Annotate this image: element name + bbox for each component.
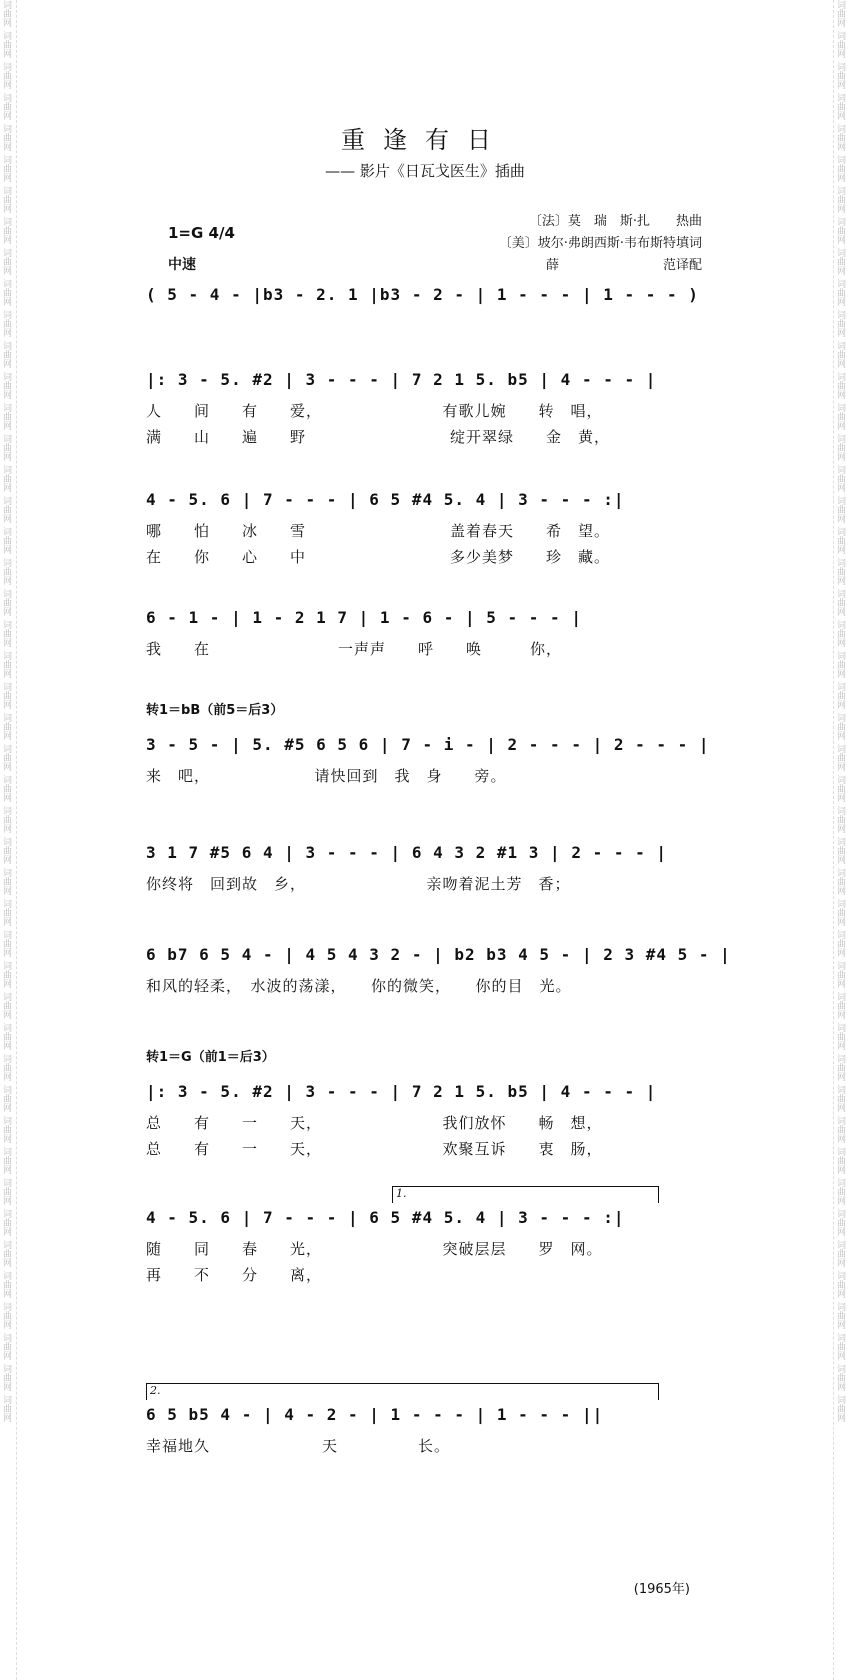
watermark-text: 词曲网	[1, 899, 11, 926]
watermark-text: 词曲网	[1, 1271, 11, 1298]
watermark-text: 词曲网	[835, 961, 845, 988]
numbered-notation: 6 b7 6 5 4 - | 4 5 4 3 2 - | b2 b3 4 5 - | 2 3 #4 5 - |	[146, 945, 731, 964]
lyric-line: 来 吧， 请快回到 我 身 旁。	[146, 767, 507, 785]
song-subtitle: —— 影片《日瓦戈医生》插曲	[325, 162, 525, 180]
watermark-text: 词曲网	[1, 713, 11, 740]
watermark-text: 词曲网	[835, 682, 845, 709]
watermark-text: 词曲网	[835, 1240, 845, 1267]
watermark-text: 词曲网	[1, 1147, 11, 1174]
watermark-text: 词曲网	[835, 620, 845, 647]
watermark-text: 词曲网	[1, 279, 11, 306]
watermark-text: 词曲网	[1, 1333, 11, 1360]
lyric-line: 在 你 心 中 多少美梦 珍 藏。	[146, 548, 611, 566]
watermark-text: 词曲网	[1, 93, 11, 120]
watermark-text: 词曲网	[1, 372, 11, 399]
lyric-line: 总 有 一 天， 欢聚互诉 衷 肠，	[146, 1140, 603, 1158]
watermark-text: 词曲网	[835, 403, 845, 430]
numbered-notation: |: 3 - 5. #2 | 3 - - - | 7 2 1 5. b5 | 4 - - - |	[146, 1082, 657, 1101]
watermark-text: 词曲网	[835, 310, 845, 337]
numbered-notation: 3 - 5 - | 5. #5 6 5 6 | 7 - i - | 2 - - - | 2 - - - |	[146, 735, 710, 754]
watermark-text: 词曲网	[1, 248, 11, 275]
watermark-text: 词曲网	[1, 1240, 11, 1267]
lyric-line: 再 不 分 离，	[146, 1266, 323, 1284]
watermark-text: 词曲网	[835, 1054, 845, 1081]
watermark-text: 词曲网	[1, 961, 11, 988]
watermark-text: 词曲网	[1, 1395, 11, 1422]
lyric-line: 你终将 回到故 乡， 亲吻着泥土芳 香；	[146, 875, 571, 893]
watermark-text: 词曲网	[1, 1054, 11, 1081]
watermark-text: 词曲网	[835, 558, 845, 585]
watermark-text: 词曲网	[1, 837, 11, 864]
watermark-text: 词曲网	[835, 465, 845, 492]
watermark-text: 词曲网	[1, 620, 11, 647]
watermark-text: 词曲网	[1, 1085, 11, 1112]
watermark-text: 词曲网	[1, 651, 11, 678]
watermark-text: 词曲网	[835, 434, 845, 461]
watermark-text: 词曲网	[1, 775, 11, 802]
right-watermark-strip	[833, 0, 850, 1680]
watermark-text: 词曲网	[835, 651, 845, 678]
lyric-line: 满 山 遍 野 绽开翠绿 金 黄，	[146, 428, 611, 446]
watermark-text: 词曲网	[1, 1116, 11, 1143]
watermark-text: 词曲网	[1, 527, 11, 554]
watermark-text: 词曲网	[1, 434, 11, 461]
watermark-text: 词曲网	[1, 124, 11, 151]
watermark-text: 词曲网	[1, 0, 11, 27]
watermark-text: 词曲网	[835, 496, 845, 523]
watermark-text: 词曲网	[835, 0, 845, 27]
watermark-text: 词曲网	[1, 930, 11, 957]
watermark-text: 词曲网	[835, 527, 845, 554]
watermark-text: 词曲网	[1, 155, 11, 182]
watermark-text: 词曲网	[835, 93, 845, 120]
watermark-text: 词曲网	[835, 248, 845, 275]
watermark-text: 词曲网	[835, 124, 845, 151]
watermark-text: 词曲网	[835, 341, 845, 368]
numbered-notation: 3 1 7 #5 6 4 | 3 - - - | 6 4 3 2 #1 3 | 2 - - - |	[146, 843, 668, 862]
modulation-marking: 转1＝G（前1＝后3）	[146, 1050, 275, 1065]
watermark-text: 词曲网	[835, 1302, 845, 1329]
lyric-line: 幸福地久 天 长。	[146, 1437, 451, 1455]
year: (1965年)	[633, 1582, 690, 1597]
watermark-text: 词曲网	[835, 155, 845, 182]
watermark-text: 词曲网	[1, 589, 11, 616]
watermark-text: 词曲网	[835, 775, 845, 802]
lyricist-credit: 〔美〕坡尔·弗朗西斯·韦布斯特填词	[498, 236, 702, 251]
watermark-text: 词曲网	[835, 1395, 845, 1422]
watermark-text: 词曲网	[835, 372, 845, 399]
watermark-text: 词曲网	[835, 806, 845, 833]
watermark-text: 词曲网	[1, 1364, 11, 1391]
watermark-text: 词曲网	[835, 217, 845, 244]
watermark-text: 词曲网	[835, 1178, 845, 1205]
watermark-text: 词曲网	[835, 868, 845, 895]
watermark-text: 词曲网	[1, 558, 11, 585]
watermark-text: 词曲网	[1, 310, 11, 337]
numbered-notation: |: 3 - 5. #2 | 3 - - - | 7 2 1 5. b5 | 4 - - - |	[146, 370, 657, 389]
watermark-text: 词曲网	[835, 1333, 845, 1360]
watermark-text: 词曲网	[1, 1023, 11, 1050]
watermark-text: 词曲网	[835, 589, 845, 616]
watermark-text: 词曲网	[1, 62, 11, 89]
lyric-line: 哪 怕 冰 雪 盖着春天 希 望。	[146, 522, 611, 540]
watermark-text: 词曲网	[835, 31, 845, 58]
watermark-text: 词曲网	[835, 62, 845, 89]
lyric-line: 人 间 有 爱， 有歌儿婉 转 唱，	[146, 402, 603, 420]
numbered-notation: 4 - 5. 6 | 7 - - - | 6 5 #4 5. 4 | 3 - - - :|	[146, 490, 625, 509]
numbered-notation: 6 5 b5 4 - | 4 - 2 - | 1 - - - | 1 - - - ||	[146, 1405, 604, 1424]
watermark-text: 词曲网	[835, 1271, 845, 1298]
watermark-text: 词曲网	[835, 992, 845, 1019]
watermark-text: 词曲网	[1, 868, 11, 895]
numbered-notation: 6 - 1 - | 1 - 2 1 7 | 1 - 6 - | 5 - - - |	[146, 608, 582, 627]
volta-bracket: 2.	[146, 1383, 659, 1400]
watermark-text: 词曲网	[835, 930, 845, 957]
translator-credit: 薛 范译配	[545, 258, 702, 273]
lyric-line: 随 同 春 光， 突破层层 罗 网。	[146, 1240, 603, 1258]
lyric-line: 和风的轻柔， 水波的荡漾， 你的微笑， 你的目 光。	[146, 977, 572, 995]
watermark-text: 词曲网	[1, 496, 11, 523]
tempo-marking: 中速	[168, 257, 196, 273]
watermark-text: 词曲网	[835, 1364, 845, 1391]
composer-credit: 〔法〕莫 瑞 斯·扎 热曲	[528, 214, 702, 229]
key-signature: 1=G 4/4	[168, 224, 235, 242]
watermark-text: 词曲网	[1, 31, 11, 58]
watermark-text: 词曲网	[835, 1147, 845, 1174]
watermark-text: 词曲网	[835, 1209, 845, 1236]
watermark-text: 词曲网	[835, 899, 845, 926]
numbered-notation: 4 - 5. 6 | 7 - - - | 6 5 #4 5. 4 | 3 - - - :|	[146, 1208, 625, 1227]
numbered-notation: ( 5 - 4 - |b3 - 2. 1 |b3 - 2 - | 1 - - - | 1 - - - )	[146, 285, 699, 304]
watermark-text: 词曲网	[1, 1302, 11, 1329]
watermark-text: 词曲网	[1, 403, 11, 430]
watermark-text: 词曲网	[1, 744, 11, 771]
watermark-text: 词曲网	[1, 341, 11, 368]
watermark-text: 词曲网	[835, 837, 845, 864]
watermark-text: 词曲网	[835, 186, 845, 213]
modulation-marking: 转1＝bB（前5＝后3）	[146, 703, 284, 718]
song-title: 重逢有日	[341, 126, 509, 154]
watermark-text: 词曲网	[835, 279, 845, 306]
watermark-text: 词曲网	[1, 1209, 11, 1236]
watermark-text: 词曲网	[835, 1085, 845, 1112]
left-watermark-strip	[0, 0, 17, 1680]
watermark-text: 词曲网	[835, 1116, 845, 1143]
watermark-text: 词曲网	[1, 806, 11, 833]
lyric-line: 我 在 一声声 呼 唤 你，	[146, 640, 563, 658]
watermark-text: 词曲网	[1, 992, 11, 1019]
watermark-text: 词曲网	[1, 465, 11, 492]
watermark-text: 词曲网	[1, 217, 11, 244]
watermark-text: 词曲网	[1, 1178, 11, 1205]
watermark-text: 词曲网	[1, 682, 11, 709]
watermark-text: 词曲网	[835, 1023, 845, 1050]
lyric-line: 总 有 一 天， 我们放怀 畅 想，	[146, 1114, 603, 1132]
watermark-text: 词曲网	[1, 186, 11, 213]
watermark-text: 词曲网	[835, 713, 845, 740]
volta-bracket: 1.	[392, 1186, 659, 1203]
watermark-text: 词曲网	[835, 744, 845, 771]
